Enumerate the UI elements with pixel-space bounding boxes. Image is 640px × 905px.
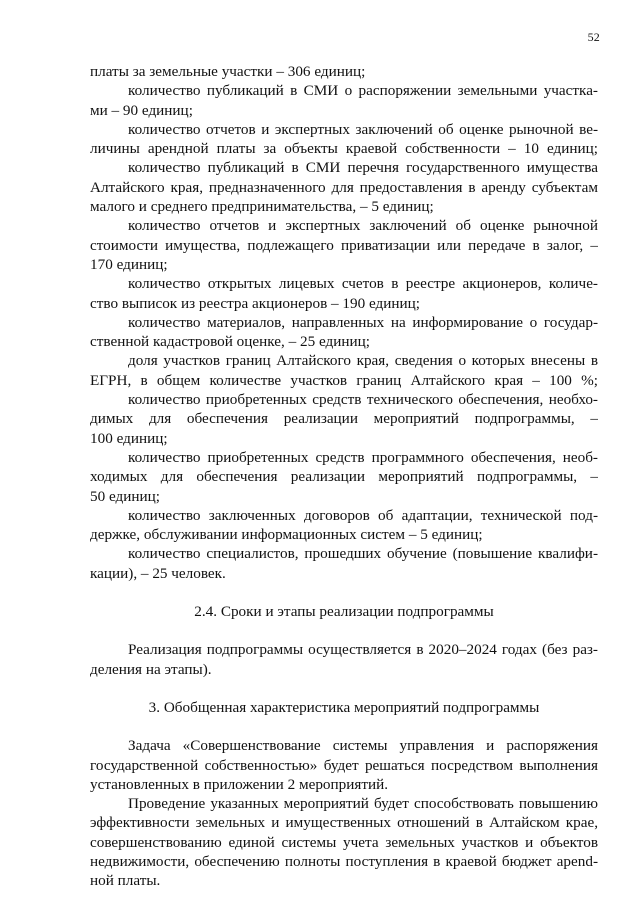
list-line: 100 единиц; — [90, 429, 168, 447]
list-line: количество отчетов и экспертных заключений об оценке рыночной — [128, 217, 598, 235]
list-line: ходимых для обеспечения реализации мероприятий подпрограммы, – — [90, 468, 598, 486]
section-3-paragraph-1 — [90, 736, 598, 794]
paragraph-line: совершенствованию единой системы учета земельных участков и объектов — [90, 833, 598, 851]
list-line: ЕГРН, в общем количестве участков границ Алтайского края – 100 %; — [90, 371, 598, 389]
paragraph-line: государственной собственностью» будет решаться посредством выполнения — [90, 756, 598, 774]
list-line: количество специалистов, прошедших обучение (повышение квалифи- — [128, 545, 598, 563]
list-line: 50 единиц; — [90, 487, 160, 505]
list-line: димых для обеспечения реализации мероприятий подпрограммы, – — [90, 410, 598, 428]
paragraph-line: Реализация подпрограммы осуществляется в 2020–2024 годах (без раз- — [128, 641, 598, 659]
list-block — [90, 62, 598, 583]
list-line: количество публикаций в СМИ о распоряжении земельными участка- — [128, 82, 598, 100]
paragraph-line: недвижимости, обеспечению полноты поступления в краевой бюджет арend- — [90, 852, 598, 870]
list-line: количество открытых лицевых счетов в реестре акционеров, количе- — [128, 275, 598, 293]
list-line: количество отчетов и экспертных заключений об оценке рыночной ве- — [128, 120, 598, 138]
list-line: Алтайского края, предназначенного для предоставления в аренду субъектам — [90, 178, 598, 196]
list-line: 170 единиц; — [90, 255, 168, 273]
list-line: ми – 90 единиц; — [90, 101, 193, 119]
page-content — [90, 62, 598, 891]
list-line: количество материалов, направленных на информирование о государ- — [128, 313, 598, 331]
list-line: ство выписок из реестра акционеров – 190 единиц; — [90, 294, 421, 312]
list-line: количество заключенных договоров об адаптации, технической под- — [128, 506, 598, 524]
list-line: доля участков границ Алтайского края, сведения о которых внесены в — [128, 352, 598, 370]
paragraph-line: установленных в приложении 2 мероприятий. — [90, 775, 389, 793]
paragraph-line: Задача «Совершенствование системы управления и распоряжения — [128, 737, 598, 755]
list-line: стоимости имущества, подлежащего приватизации или передаче в залог, – — [90, 236, 598, 254]
list-line: малого и среднего предпринимательства, – 5 единиц; — [90, 198, 434, 216]
section-heading-3: 3. Обобщенная характеристика мероприятий подпрограммы — [148, 698, 540, 716]
list-line: держке, обслуживании информационных систем – 5 единиц; — [90, 526, 483, 544]
list-line: кации), – 25 человек. — [90, 564, 226, 582]
list-line: количество публикаций в СМИ перечня государственного имущества — [128, 159, 598, 177]
paragraph-line: Проведение указанных мероприятий будет способствовать повышению — [128, 795, 598, 813]
section-3-paragraph-2 — [90, 794, 598, 890]
list-line: ственной кадастровой оценке, – 25 единиц; — [90, 333, 370, 351]
section-2-4-paragraph — [90, 640, 598, 679]
section-heading-2-4: 2.4. Сроки и этапы реализации подпрограммы — [194, 603, 494, 621]
list-line: платы за земельные участки – 306 единиц; — [90, 63, 366, 80]
list-line: количество приобретенных средств технического обеспечения, необхо- — [128, 391, 598, 409]
page-number: 52 — [587, 30, 600, 44]
paragraph-line: ной платы. — [90, 872, 161, 890]
list-line: личины арендной платы за объекты краевой собственности – 10 единиц; — [90, 140, 598, 158]
list-line: количество приобретенных средств программного обеспечения, необ- — [128, 448, 598, 466]
paragraph-line: деления на этапы). — [90, 660, 212, 678]
paragraph-line: эффективности земельных и имущественных отношений в Алтайском крае, — [90, 814, 598, 832]
